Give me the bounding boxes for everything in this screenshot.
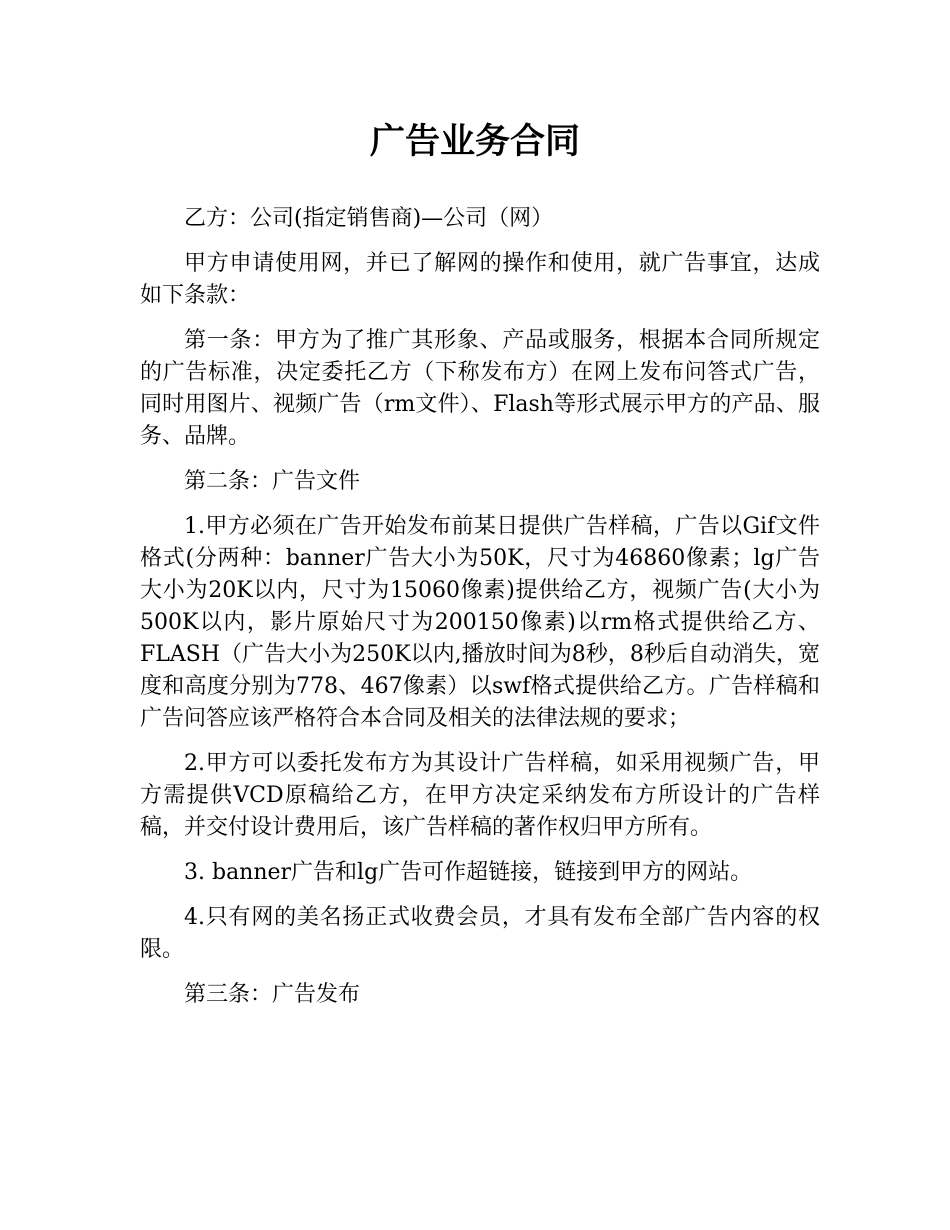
article-3-heading: 第三条：广告发布 [184,982,361,1007]
article-2-heading: 第二条：广告文件 [184,469,361,494]
article-2-clause-4: 4.只有网的美名扬正式收费会员，才具有发布全部广告内容的权限。 [140,905,820,962]
article-2-clause-1: 1.甲方必须在广告开始发布前某日提供广告样稿，广告以Gif文件格式(分两种：banner广告大小为50K，尺寸为46860像素；lg广告大小为20K以内，尺寸为15060像素)提供给乙方，视频广告(大小为500K以内，影片原始尺寸为200150像素)以rm格式提供给乙方、FLASH（广告大小为250K以内,播放时间为8秒，8秒后自动消失，宽度和高度分别为778、467像素）以swf格式提供给乙方。广告样稿和广告问答应该严格符合本合同及相关的法律法规的要求； [140,514,820,731]
document-title: 广告业务合同 [369,122,580,162]
intro-paragraph: 甲方申请使用网，并已了解网的操作和使用，就广告事宜，达成如下条款： [140,251,820,308]
article-2-clause-2: 2.甲方可以委托发布方为其设计广告样稿，如采用视频广告，甲方需提供VCD原稿给乙方，在甲方决定采纳发布方所设计的广告样稿，并交付设计费用后，该广告样稿的著作权归甲方所有。 [140,751,820,840]
article-1-paragraph: 第一条：甲方为了推广其形象、产品或服务，根据本合同所规定的广告标准，决定委托乙方（下称发布方）在网上发布问答式广告，同时用图片、视频广告（rm文件）、Flash等形式展示甲方的产品、服务、品牌。 [140,328,820,449]
party-b-line: 乙方：公司(指定销售商)—公司（网） [184,206,554,231]
article-2-clause-3: 3. banner广告和lg广告可作超链接，链接到甲方的网站。 [184,860,753,885]
document-body [140,203,820,1024]
